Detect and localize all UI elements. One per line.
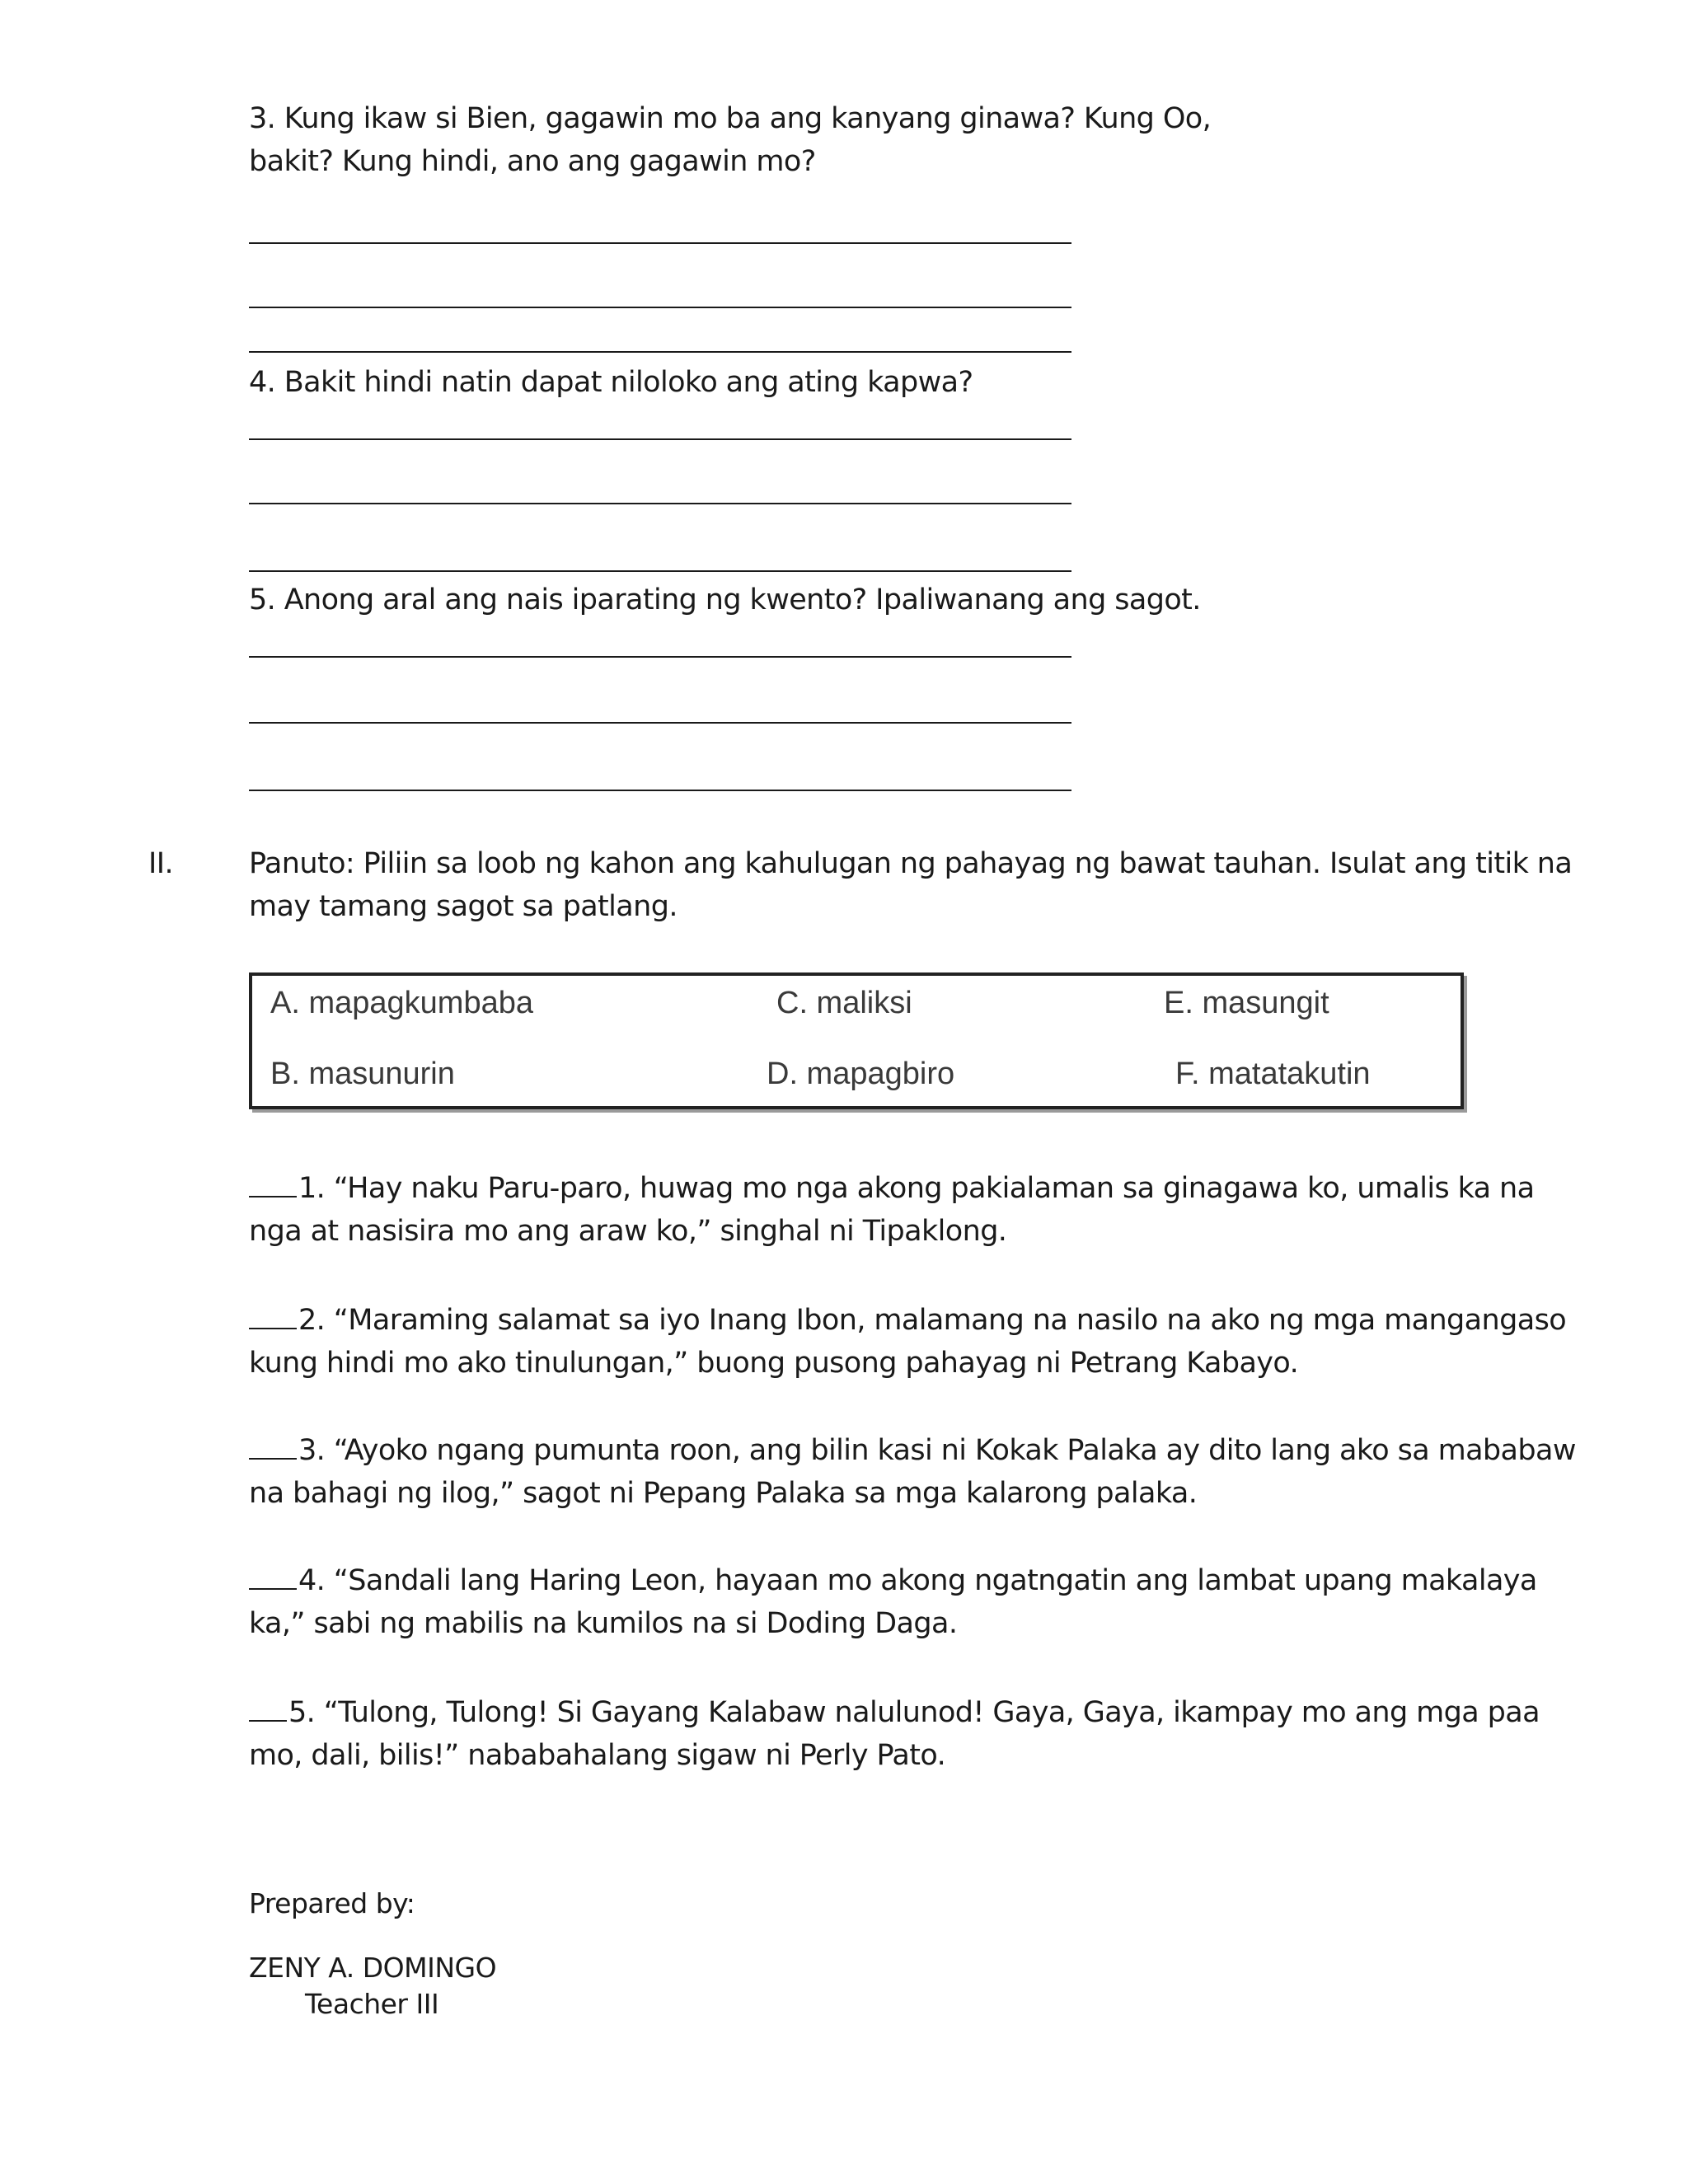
answer-line[interactable] xyxy=(249,570,1071,572)
preparer-title: Teacher III xyxy=(305,1988,439,2020)
answer-blank[interactable] xyxy=(249,1301,297,1329)
answer-line[interactable] xyxy=(249,242,1071,244)
question-4: 4. Bakit hindi natin dapat nilolok​o ang ating kapwa? xyxy=(249,366,973,399)
answer-blank[interactable] xyxy=(249,1694,287,1722)
answer-line[interactable] xyxy=(249,722,1071,724)
item-3-text: 3. “Ayoko ngang pumunta roon, ang bilin kasi ni Kokak Palaka ay dito lang ako sa mababaw na bahagi ng ilog,” sagot ni Pepang Palaka sa mga kalarong palaka. xyxy=(249,1434,1576,1510)
answer-line[interactable] xyxy=(249,351,1071,353)
choice-f: F. matatakutin xyxy=(1175,1057,1371,1091)
prepared-by-label: Prepared by: xyxy=(249,1887,415,1919)
item-4 xyxy=(249,1559,1592,1645)
item-5 xyxy=(249,1691,1592,1777)
question-3-line-2: bakit? Kung hindi, ano ang gagawin mo? xyxy=(249,145,816,178)
item-2-text: 2. “Maraming salamat sa iyo Inang Ibon, malamang na nasilo na ako ng mga mangangaso kung hindi mo ako tinulungan,” buong pusong pahayag ni Petrang Kabayo. xyxy=(249,1304,1567,1380)
choice-e: E. masungit xyxy=(1164,986,1329,1020)
choice-a: A. mapagkumbaba xyxy=(270,986,533,1020)
answer-line[interactable] xyxy=(249,307,1071,308)
item-2 xyxy=(249,1299,1592,1385)
item-4-text: 4. “Sandali lang Haring Leon, hayaan mo akong ngatngatin ang lambat upang makalaya ka,” sabi ng mabilis na kumilos na si Doding Daga. xyxy=(249,1564,1537,1640)
question-3-line-1: 3. Kung ikaw si Bien, gagawin mo ba ang kanyang ginawa? Kung Oo, xyxy=(249,102,1212,135)
answer-line[interactable] xyxy=(249,656,1071,658)
preparer-name: ZENY A. DOMINGO xyxy=(249,1952,497,1984)
choice-b: B. masunurin xyxy=(270,1057,455,1091)
answer-blank[interactable] xyxy=(249,1562,297,1590)
answer-blank[interactable] xyxy=(249,1432,297,1460)
item-5-text: 5. “Tulong, Tulong! Si Gayang Kalabaw nalulunod! Gaya, Gaya, ikampay mo ang mga paa mo, dali, bilis!” nababahalang sigaw ni Perly Pato. xyxy=(249,1696,1540,1772)
item-1-text: 1. “Hay naku Paru-paro, huwag mo nga akong pakialaman sa ginagawa ko, umalis ka na nga at nasisira mo ang araw ko,” singhal ni Tipaklong. xyxy=(249,1172,1535,1248)
item-1 xyxy=(249,1167,1592,1253)
item-3 xyxy=(249,1429,1592,1515)
answer-line[interactable] xyxy=(249,790,1071,791)
answer-line[interactable] xyxy=(249,438,1071,440)
choice-c: C. maliksi xyxy=(776,986,912,1020)
answer-blank[interactable] xyxy=(249,1169,297,1197)
section-numeral: II. xyxy=(148,847,173,880)
section-instruction: Panuto: Piliin sa loob ng kahon ang kahulugan ng pahayag ng bawat tauhan. Isulat ang titik na may tamang sagot sa patlang. xyxy=(249,847,1573,923)
answer-line[interactable] xyxy=(249,503,1071,504)
question-5: 5. Anong aral ang nais iparating ng kwento? Ipaliwanang ang sagot. xyxy=(249,583,1201,616)
choices-box xyxy=(249,972,1464,1109)
choice-d: D. mapagbiro xyxy=(767,1057,955,1091)
